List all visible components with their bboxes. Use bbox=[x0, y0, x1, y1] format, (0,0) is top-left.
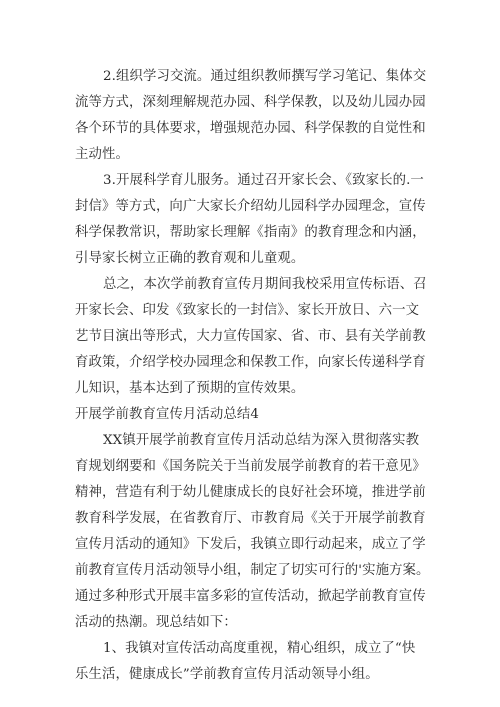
paragraph-line: 流等方式，深刻理解规范办园、科学保教，以及幼儿园办园 bbox=[75, 95, 426, 110]
paragraph-line: 科学保教常识，帮助家长理解《指南》的教育理念和内涵， bbox=[75, 225, 426, 240]
paragraph-line: 引导家长树立正确的教育观和儿童观。 bbox=[75, 251, 305, 266]
paragraph-line: 主动性。 bbox=[75, 147, 129, 162]
paragraph-line: 各个环节的具体要求，增强规范办园、科学保教的自觉性和 bbox=[75, 121, 426, 136]
section-heading: 开展学前教育宣传月活动总结4 bbox=[75, 407, 259, 422]
paragraph-line: 开家长会、印发《致家长的一封信》、家长开放日、六一文 bbox=[75, 303, 420, 318]
paragraph-line: 前教育宣传月活动领导小组，制定了切实可行的'实施方案。 bbox=[75, 563, 430, 578]
paragraph-line: 育规划纲要和《国务院关于当前发展学前教育的若干意见》 bbox=[75, 459, 426, 474]
paragraph-line: XX镇开展学前教育宣传月活动总结为深入贯彻落实教 bbox=[103, 433, 420, 448]
paragraph-line: 艺节目演出等形式，大力宣传国家、省、市、县有关学前教 bbox=[75, 329, 426, 344]
paragraph-line: 育政策，介绍学校办园理念和保教工作，向家长传递科学育 bbox=[75, 355, 426, 370]
paragraph-line: 通过多种形式开展丰富多彩的宣传活动，掀起学前教育宣传 bbox=[75, 589, 426, 604]
paragraph-line: 总之，本次学前教育宣传月期间我校采用宣传标语、召 bbox=[103, 277, 427, 292]
paragraph-line: 教育科学发展，在省教育厅、市教育局《关于开展学前教育 bbox=[75, 511, 426, 526]
paragraph-line: 精神，营造有利于幼儿健康成长的良好社会环境，推进学前 bbox=[75, 485, 426, 500]
paragraph-line: 1、我镇对宣传活动高度重视，精心组织，成立了“快 bbox=[103, 641, 416, 656]
paragraph-line: 乐生活，健康成长”学前教育宣传月活动领导小组。 bbox=[75, 667, 379, 682]
paragraph-line: 封信》等方式，向广大家长介绍幼儿园科学办园理念，宣传 bbox=[75, 199, 426, 214]
paragraph-line: 3.开展科学育儿服务。通过召开家长会、《致家长的.一 bbox=[103, 173, 424, 188]
paragraph-line: 宣传月活动的通知》下发后，我镇立即行动起来，成立了学 bbox=[75, 537, 426, 552]
paragraph-line: 2.组织学习交流。通过组织教师撰写学习笔记、集体交 bbox=[103, 69, 427, 84]
paragraph-line: 儿知识，基本达到了预期的宣传效果。 bbox=[75, 381, 305, 396]
paragraph-line: 活动的热潮。现总结如下： bbox=[75, 615, 237, 630]
